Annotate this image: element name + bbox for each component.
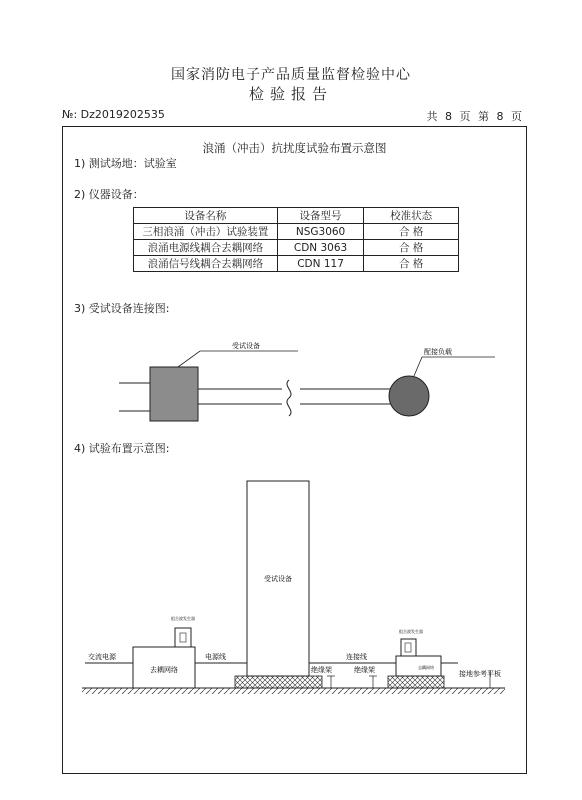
generator-right-connector — [405, 643, 411, 652]
table-cell: 浪涌电源线耦合去耦网络 — [134, 240, 278, 256]
connection-line-label: 连接线 — [346, 653, 367, 661]
column-header-name: 设备名称 — [134, 208, 278, 224]
eut-leader-line — [178, 351, 298, 367]
table-cell: 浪涌信号线耦合去耦网络 — [134, 256, 278, 272]
load-circle — [389, 376, 429, 416]
organization-name: 国家消防电子产品质量监督检验中心 — [171, 67, 411, 83]
insulation-block-left — [235, 676, 322, 688]
column-header-model: 设备型号 — [277, 208, 363, 224]
ground-plane-label: 接地参考平板 — [459, 670, 501, 678]
eut-cabinet-label: 受试设备 — [264, 575, 292, 583]
insulation-right-label: 绝缘架 — [354, 666, 375, 674]
page-counter: 共 8 页 第 8 页 — [426, 110, 522, 123]
eut-label: 受试设备 — [232, 342, 260, 350]
load-leader-line — [414, 357, 495, 376]
report-title: 检验报告 — [248, 85, 333, 103]
table-cell: CDN 117 — [277, 256, 363, 272]
decoupling-left-label: 去耦网络 — [150, 666, 178, 674]
insulation-block-right — [388, 676, 444, 688]
table-cell: 合 格 — [364, 240, 459, 256]
cable-break-symbol — [287, 380, 291, 416]
connection-diagram — [119, 341, 495, 421]
generator-right-label: 组合波发生器 — [399, 629, 423, 634]
test-site-label: 1) 测试场地：试验室 — [74, 157, 177, 170]
power-line-label: 电源线 — [205, 653, 226, 661]
generator-left-connector — [180, 633, 186, 642]
table-cell: 三相浪涌（冲击）试验装置 — [134, 224, 278, 240]
decoupling-right-label: 去耦网络 — [418, 665, 434, 670]
layout-diagram-label: 4) 试验布置示意图: — [74, 442, 170, 455]
table-cell: 合 格 — [364, 224, 459, 240]
table-cell: NSG3060 — [277, 224, 363, 240]
report-number: №: Dz2019202535 — [62, 108, 165, 121]
eut-box — [150, 367, 198, 421]
ground-plane-hatch — [82, 688, 505, 694]
ac-power-label: 交流电源 — [88, 653, 116, 661]
table-cell: 合 格 — [364, 256, 459, 272]
load-label: 配接负载 — [424, 348, 452, 356]
layout-diagram — [82, 481, 505, 694]
column-header-status: 校准状态 — [364, 208, 459, 224]
table-cell: CDN 3063 — [277, 240, 363, 256]
instruments-label: 2) 仪器设备： — [74, 188, 144, 201]
document-heading: 浪涌（冲击）抗扰度试验布置示意图 — [202, 141, 387, 155]
generator-left-label: 组合波发生器 — [171, 616, 195, 621]
connection-diagram-label: 3) 受试设备连接图: — [74, 302, 170, 315]
insulation-left-label: 绝缘架 — [311, 666, 332, 674]
